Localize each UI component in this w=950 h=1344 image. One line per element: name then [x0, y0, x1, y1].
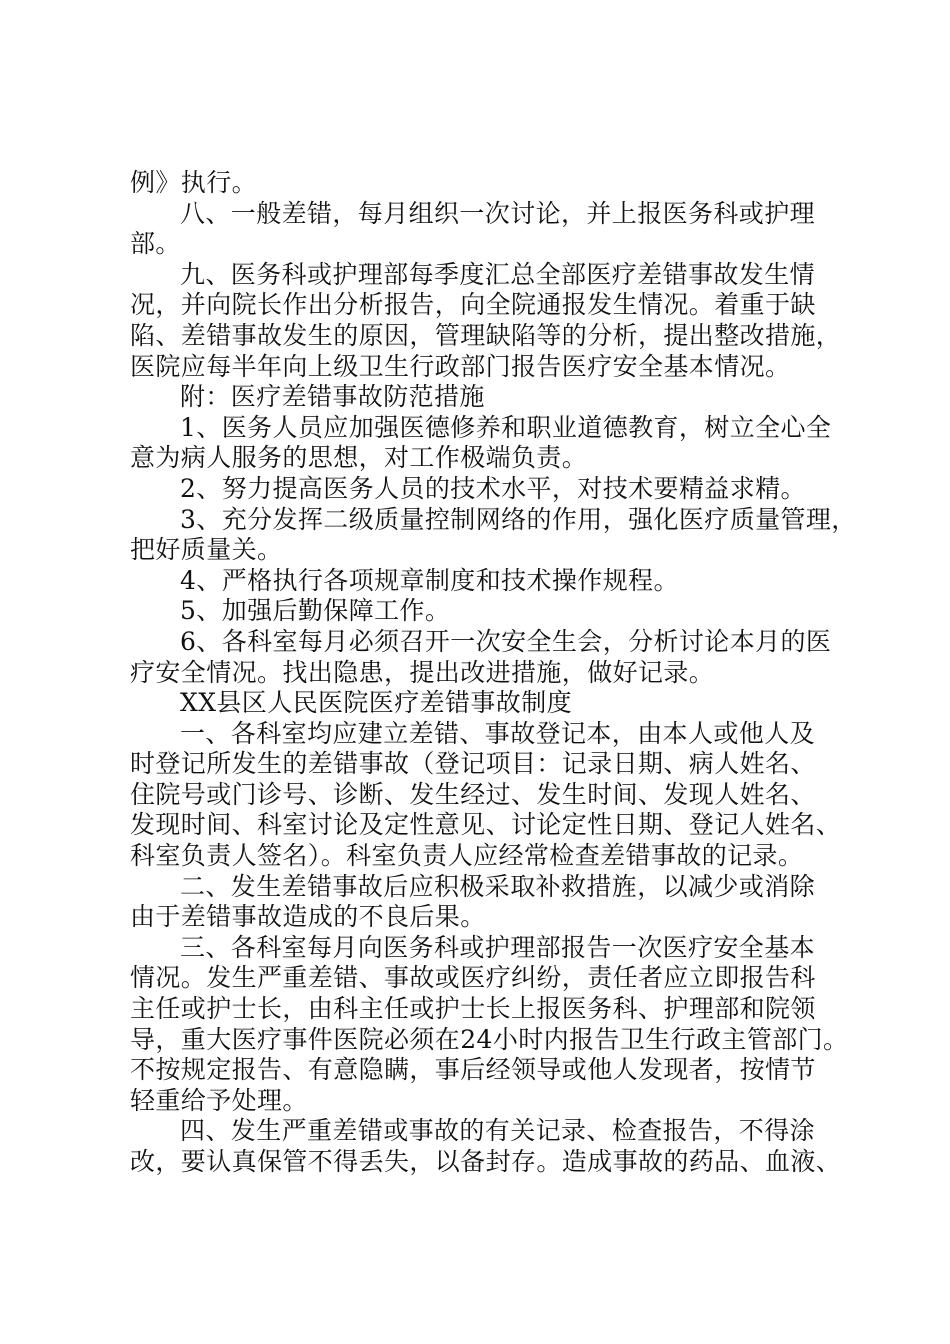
text-line: 2、努力提高医务人员的技术水平，对技术要精益求精。: [180, 473, 806, 503]
text-line: 科室负责人签名）。科室负责人应经常检查差错事故的记录。: [130, 841, 804, 871]
text-line: 意为病人服务的思想，对工作极端负责。: [130, 443, 588, 473]
text-line: 例》执行。: [130, 168, 258, 197]
text-line: XX县区人民医院医疗差错事故制度: [180, 688, 572, 718]
text-line: 九、医务科或护理部每季度汇总全部医疗差错事故发生情: [180, 259, 816, 289]
text-line: 八、一般差错，每月组织一次讨论，并上报医务科或护理: [180, 198, 816, 228]
text-line: 导，重大医疗事件医院必须在24小时内报告卫生行政主管部门。: [130, 1024, 849, 1054]
text-line: 5、加强后勤保障工作。: [180, 596, 451, 626]
text-line: 疗安全情况。找出隐患，提出改进措施，做好记录。: [130, 657, 715, 687]
text-line: 3、充分发挥二级质量控制网络的作用，强化医疗质量管理，: [180, 504, 857, 534]
text-line: 4、严格执行各项规章制度和技术操作规程。: [180, 565, 679, 595]
text-line: 医院应每半年向上级卫生行政部门报告医疗安全基本情况。: [130, 351, 791, 381]
text-line: 改，要认真保管不得丢失，以备封存。造成事故的药品、血液、: [130, 1147, 842, 1176]
text-line: 四、发生严重差错或事故的有关记录、检查报告，不得涂: [180, 1116, 816, 1146]
text-line: 发现时间、科室讨论及定性意见、讨论定性日期、登记人姓名、: [130, 810, 842, 840]
text-line: 住院号或门诊号、诊断、发生经过、发生时间、发现人姓名、: [130, 779, 816, 809]
text-line: 况，并向院长作出分析报告，向全院通报发生情况。着重于缺: [130, 290, 816, 320]
text-line: 轻重给予处理。: [130, 1085, 308, 1115]
text-line: 由于差错事故造成的不良后果。: [130, 902, 486, 932]
text-line: 二、发生差错事故后应积极采取补救措旌，以减少或消除: [180, 871, 816, 901]
text-line: 部。: [130, 229, 181, 259]
text-line: 不按规定报告、有意隐瞒，事后经领导或他人发现者，按情节: [130, 1055, 816, 1085]
text-line: 主任或护士长，由科主任或护士长上报医务科、护理部和院领: [130, 994, 816, 1024]
text-line: 附：医疗差错事故防范措施: [180, 382, 485, 412]
text-line: 情况。发生严重差错、事故或医疗纠纷，责任者应立即报告科: [130, 963, 816, 993]
text-line: 一、各科室均应建立差错、事故登记本，由本人或他人及: [180, 718, 816, 748]
text-line: 把好质量关。: [130, 535, 283, 565]
text-line: 时登记所发生的差错事故（登记项目：记录日期、病人姓名、: [130, 749, 816, 779]
text-line: 陷、差错事故发生的原因，管理缺陷等的分析，提出整改措施，: [130, 320, 842, 350]
text-line: 三、各科室每月向医务科或护理部报告一次医疗安全基本: [180, 932, 816, 962]
text-line: 1、医务人员应加强医德修养和职业道德教育，树立全心全: [180, 412, 832, 442]
document-body: [130, 168, 855, 1178]
text-line: 6、各科室每月必须召开一次安全生会，分析讨论本月的医: [180, 626, 832, 656]
